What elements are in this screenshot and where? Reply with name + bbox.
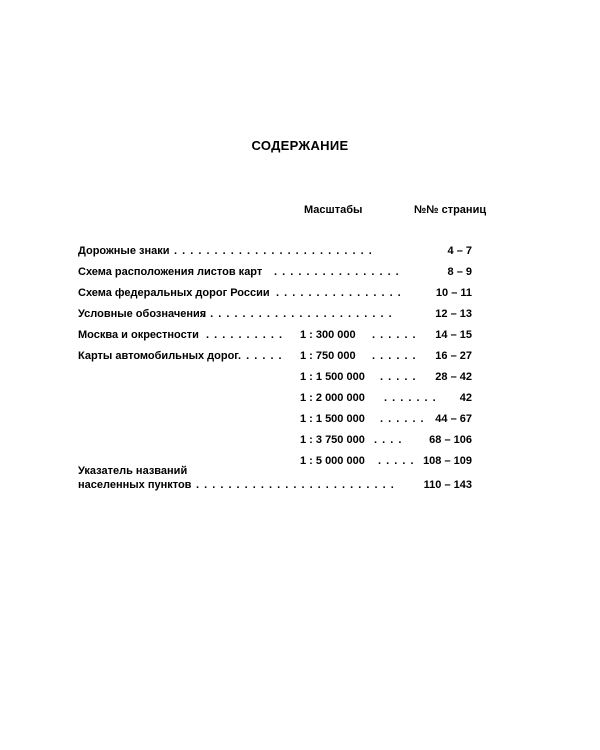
toc-pages: 68 – 106 [429, 434, 472, 446]
toc-row [78, 433, 472, 447]
scales-column-header: Масштабы [304, 204, 363, 216]
toc-label: Схема федеральных дорог России [78, 287, 270, 299]
leader-dots: . . . . . . [238, 350, 283, 362]
toc-pages: 8 – 9 [447, 266, 472, 278]
toc-pages: 28 – 42 [435, 371, 472, 383]
toc-scale: 1 : 1 500 000 [300, 413, 365, 425]
index-label-line2: населенных пунктов [78, 479, 192, 491]
leader-dots: . . . . . [378, 455, 415, 467]
toc-pages: 110 – 143 [423, 479, 472, 491]
leader-dots: . . . . . . . . . . . . . . . . . . . . . . . . . [174, 245, 373, 257]
leader-dots: . . . . . . . . . . . . . . . . . . . . . . . . [202, 308, 393, 320]
toc-pages: 4 – 7 [447, 245, 472, 257]
leader-dots: . . . . . . . . . . [206, 329, 284, 341]
index-label-line1: Указатель названий [78, 465, 188, 477]
toc-label: Схема расположения листов карт [78, 266, 263, 278]
leader-dots: . . . . . [380, 371, 417, 383]
toc-row [78, 307, 472, 321]
toc-scale: 1 : 3 750 000 [300, 434, 365, 446]
leader-dots: . . . . . . . . . . . . . . . . [276, 287, 402, 299]
toc-row [78, 391, 472, 405]
toc-pages: 44 – 67 [435, 413, 472, 425]
leader-dots: . . . . . . . . . . . . . . . . . . . . . . . . . [196, 479, 395, 491]
toc-row [78, 286, 472, 300]
toc-pages: 16 – 27 [435, 350, 472, 362]
leader-dots: . . . . . . . [384, 392, 437, 404]
toc-label: Дорожные знаки [78, 245, 170, 257]
toc-scale: 1 : 5 000 000 [300, 455, 365, 467]
page-title: СОДЕРЖАНИЕ [251, 138, 349, 153]
toc-row [78, 412, 472, 426]
leader-dots: . . . . . . [380, 413, 425, 425]
toc-row [78, 328, 472, 342]
toc-label: Условные обозначения [78, 308, 207, 320]
toc-row [78, 244, 472, 258]
leader-dots: . . . . . . [372, 350, 417, 362]
leader-dots: . . . . [374, 434, 403, 446]
leader-dots: . . . . . . [372, 329, 417, 341]
toc-row [78, 370, 472, 384]
toc-row [78, 265, 472, 279]
toc-row-index [78, 478, 472, 492]
toc-pages: 10 – 11 [435, 287, 472, 299]
toc-scale: 1 : 2 000 000 [300, 392, 365, 404]
pages-column-header: №№ страниц [414, 204, 487, 216]
toc-pages: 12 – 13 [435, 308, 472, 320]
toc-scale: 1 : 750 000 [300, 350, 356, 362]
toc-row [78, 349, 472, 363]
toc-pages: 14 – 15 [435, 329, 472, 341]
toc-label: Москва и окрестности [78, 329, 199, 341]
toc-scale: 1 : 300 000 [300, 329, 356, 341]
toc-pages: 42 [459, 392, 472, 404]
toc-pages: 108 – 109 [423, 455, 472, 467]
leader-dots: . . . . . . . . . . . . . . . . [274, 266, 400, 278]
toc-scale: 1 : 1 500 000 [300, 371, 365, 383]
toc-label: Карты автомобильных дорог [78, 350, 239, 362]
